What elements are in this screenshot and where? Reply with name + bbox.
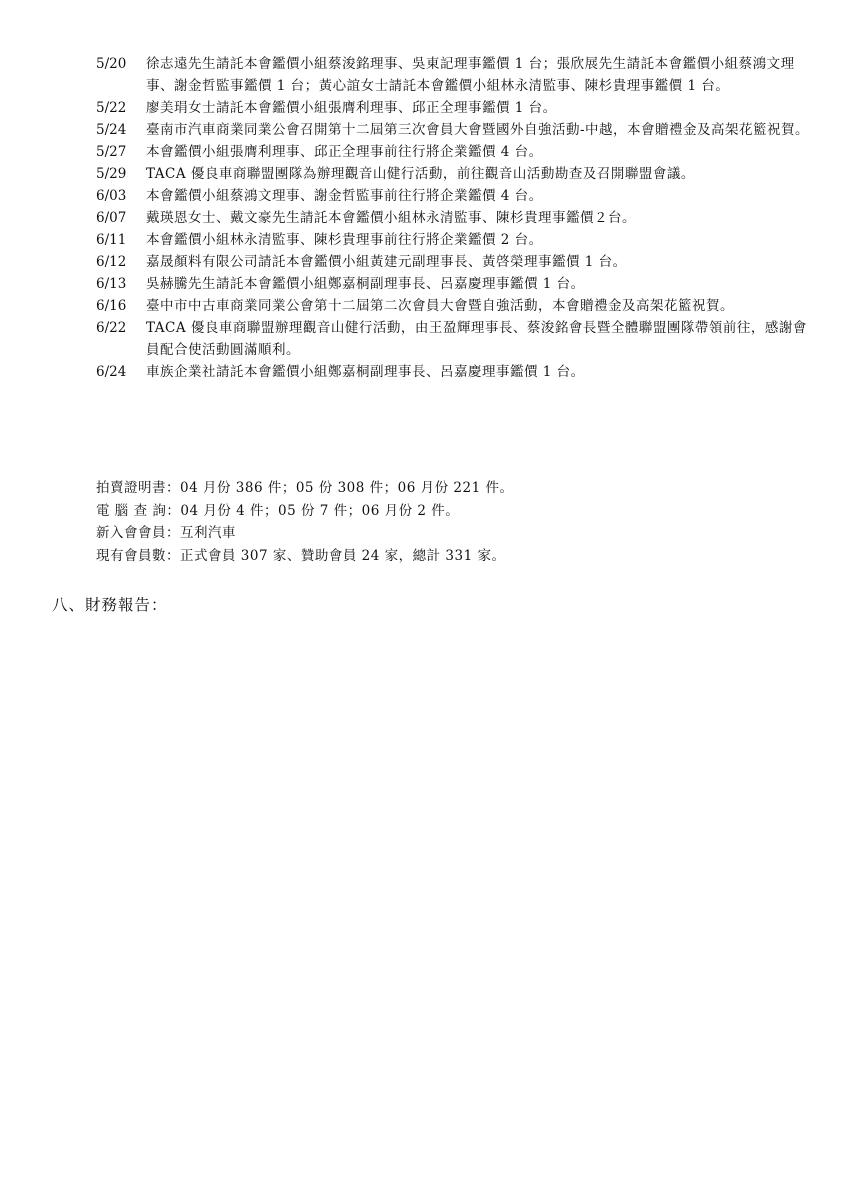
event-entry bbox=[96, 97, 812, 119]
event-description: 廖美琄女士請託本會鑑價小組張膺利理事、邱正全理事鑑價 1 台。 bbox=[146, 100, 557, 116]
event-description: 戴瑛恩女士、戴文豪先生請託本會鑑價小組林永清監事、陳杉貴理事鑑價２台。 bbox=[146, 210, 636, 226]
event-entry bbox=[96, 251, 812, 273]
event-entry bbox=[96, 273, 812, 295]
event-date: 6/22 bbox=[96, 320, 127, 336]
event-date: 6/07 bbox=[96, 210, 127, 226]
event-date: 6/24 bbox=[96, 364, 127, 380]
event-description: TACA 優良車商聯盟辦理觀音山健行活動，由王盈輝理事長、蔡浚銘會長暨全體聯盟團隊帶領前往，感謝會員配合使活動圓滿順利。 bbox=[146, 320, 807, 358]
event-log bbox=[96, 53, 812, 383]
current-members-stat: 現有會員數：正式會員 307 家、贊助會員 24 家，總計 331 家。 bbox=[96, 547, 506, 564]
event-entry bbox=[96, 229, 812, 251]
auction-certificates-stat: 拍賣證明書：04 月份 386 件；05 份 308 件；06 月份 221 件。 bbox=[96, 480, 514, 496]
event-description: 本會鑑價小組蔡鴻文理事、謝金哲監事前往行將企業鑑價 4 台。 bbox=[146, 188, 543, 204]
event-date: 6/12 bbox=[96, 254, 127, 270]
event-date: 6/16 bbox=[96, 298, 127, 314]
event-description: 本會鑑價小組張膺利理事、邱正全理事前往行將企業鑑價 4 台。 bbox=[146, 144, 543, 160]
financial-report-heading: 八、財務報告： bbox=[52, 596, 168, 614]
computer-queries-stat: 電 腦 查 詢：04 月份 4 件；05 份 7 件；06 月份 2 件。 bbox=[96, 502, 460, 519]
event-date: 5/29 bbox=[96, 166, 127, 182]
new-members-stat: 新入會會員：互利汽車 bbox=[96, 525, 236, 541]
event-entry bbox=[96, 141, 812, 163]
event-date: 6/03 bbox=[96, 188, 127, 204]
event-description: TACA 優良車商聯盟團隊為辦理觀音山健行活動，前往觀音山活動勘查及召開聯盟會議。 bbox=[146, 166, 695, 182]
event-entry bbox=[96, 207, 812, 229]
event-description: 臺中市中古車商業同業公會第十二屆第二次會員大會暨自強活動，本會贈禮金及高架花籃祝賀。 bbox=[146, 298, 734, 314]
event-entry bbox=[96, 185, 812, 207]
event-description: 本會鑑價小組林永清監事、陳杉貴理事前往行將企業鑑價 2 台。 bbox=[146, 232, 543, 248]
event-entry bbox=[96, 317, 812, 361]
event-entry bbox=[96, 53, 812, 97]
event-date: 6/13 bbox=[96, 276, 127, 292]
event-entry bbox=[96, 163, 812, 185]
event-description: 吳赫騰先生請託本會鑑價小組鄭嘉桐副理事長、呂嘉慶理事鑑價 1 台。 bbox=[146, 276, 585, 292]
event-entry bbox=[96, 119, 812, 141]
event-entry bbox=[96, 361, 812, 383]
event-date: 6/11 bbox=[96, 232, 127, 248]
statistics-summary bbox=[96, 477, 812, 567]
event-date: 5/27 bbox=[96, 144, 127, 160]
event-date: 5/22 bbox=[96, 100, 127, 116]
event-description: 嘉晟顏料有限公司請託本會鑑價小組黃建元副理事長、黃啓榮理事鑑價 1 台。 bbox=[146, 254, 627, 270]
event-description: 臺南市汽車商業同業公會召開第十二屆第三次會員大會暨國外自強活動-中越，本會贈禮金及高架花籃祝賀。 bbox=[146, 122, 810, 138]
event-date: 5/24 bbox=[96, 122, 127, 138]
event-entry bbox=[96, 295, 812, 317]
event-description: 車族企業社請託本會鑑價小組鄭嘉桐副理事長、呂嘉慶理事鑑價 1 台。 bbox=[146, 364, 585, 380]
event-date: 5/20 bbox=[96, 56, 127, 72]
event-description: 徐志遠先生請託本會鑑價小組蔡浚銘理事、吳東記理事鑑價 1 台；張欣展先生請託本會鑑價小組蔡鴻文理事、謝金哲監事鑑價 1 台；黃心誼女士請託本會鑑價小組林永清監事、陳杉貴理事鑑價 1 台。 bbox=[146, 56, 795, 94]
